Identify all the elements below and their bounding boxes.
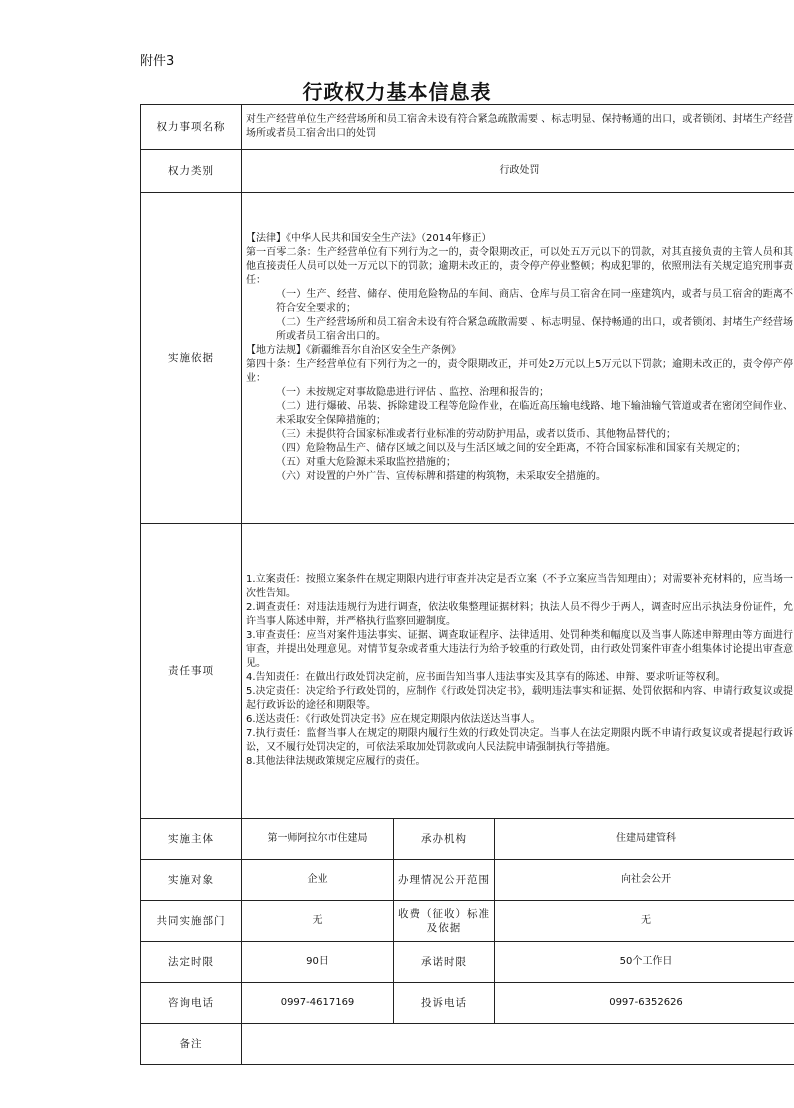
duty-item: 4.告知责任：在做出行政处罚决定前，应书面告知当事人违法事实及其享有的陈述、申辩、要求听证等权利。 [246,672,726,683]
basis-reg-line: （四）危险物品生产、储存区域之间以及与生活区域之间的安全距离，不符合国家标准和国家有关规定的； [276,443,746,454]
basis-law-line: （二）生产经营场所和员工宿舍未设有符合紧急疏散需要 、标志明显、保持畅通的出口，或者锁闭、封堵生产经营场所或者员工宿舍出口的。 [276,317,794,342]
row-phone [141,983,794,1024]
row-power-type [141,150,794,193]
duty-item: 2.调查责任：对违法违规行为进行调查，依法收集整理证据材料；执法人员不得少于两人，调查时应出示执法身份证件，允许当事人陈述申辩，并严格执行监察回避制度。 [246,602,794,627]
label-subject: 实施主体 [141,819,242,860]
label-joint-department: 共同实施部门 [141,901,242,942]
value-legal-time-limit: 90日 [242,942,394,983]
label-handling-agency: 承办机构 [394,819,495,860]
basis-reg-heading [246,344,793,358]
label-power-name: 权力事项名称 [141,105,242,150]
row-target [141,860,794,901]
value-basis [242,193,794,524]
row-memo [141,1024,794,1065]
row-duty [141,524,794,819]
label-target: 实施对象 [141,860,242,901]
basis-law-tag: 【法律】 [246,233,286,244]
basis-reg-line: （一）未按规定对事故隐患进行评估 、监控、治理和报告的； [276,387,550,398]
label-memo: 备注 [141,1024,242,1065]
value-memo [242,1024,794,1065]
value-disclosure-scope: 向社会公开 [495,860,794,901]
basis-reg-line: 第四十条：生产经营单位有下列行为之一的，责令限期改正，并可处2万元以上5万元以下罚款；逾期未改正的，责令停产停业： [246,359,794,384]
value-consult-phone: 0997-4617169 [242,983,394,1024]
basis-reg-line: （二）进行爆破、吊装、拆除建设工程等危险作业，在临近高压输电线路、地下输油输气管道或者在密闭空间作业、未采取安全保障措施的； [276,401,794,426]
label-duty: 责任事项 [141,524,242,819]
label-power-type: 权力类别 [141,150,242,193]
row-subject [141,819,794,860]
label-basis: 实施依据 [141,193,242,524]
page-title: 行政权力基本信息表 [302,80,492,104]
row-basis [141,193,794,524]
duty-item: 8.其他法律法规政策规定应履行的责任。 [246,756,426,767]
label-fee-standard: 收费（征收）标准及依据 [394,901,495,942]
row-time-limit [141,942,794,983]
basis-reg-line: （三）未提供符合国家标准或者行业标准的劳动防护用品，或者以货币、其他物品替代的； [276,429,676,440]
attachment-label: 附件3 [140,54,175,69]
label-legal-time-limit: 法定时限 [141,942,242,983]
value-duty [242,524,794,819]
row-power-name [141,105,794,150]
basis-law-line: （一）生产、经营、储存、使用危险物品的车间、商店、仓库与员工宿舍在同一座建筑内，或者与员工宿舍的距离不符合安全要求的； [276,289,794,314]
duty-item: 3.审查责任：应当对案件违法事实、证据、调查取证程序、法律适用、处罚种类和幅度以及当事人陈述申辩理由等方面进行审查，并提出处理意见。对情节复杂或者重大违法行为给予较重的行政处罚，由行政处罚案件审查小组集体讨论提出审查意见。 [246,630,794,669]
duty-item: 5.决定责任：决定给予行政处罚的，应制作《行政处罚决定书》，载明违法事实和证据、处罚依据和内容、申请行政复议或提起行政诉讼的途径和期限等。 [246,686,794,711]
basis-law-line: 第一百零二条：生产经营单位有下列行为之一的，责令限期改正，可以处五万元以下的罚款，对其直接负责的主管人员和其他直接责任人员可以处一万元以下的罚款；逾期未改正的，责令停产停业整顿；构成犯罪的，依照刑法有关规定追究刑事责任： [246,247,794,286]
value-subject: 第一师阿拉尔市住建局 [242,819,394,860]
value-handling-agency: 住建局建管科 [495,819,794,860]
label-promised-time-limit: 承诺时限 [394,942,495,983]
basis-law-heading [246,232,793,246]
duty-item: 1.立案责任：按照立案条件在规定期限内进行审查并决定是否立案（不予立案应当告知理由）；对需要补充材料的，应当场一次性告知。 [246,574,794,599]
basis-reg-title: 《新疆维吾尔自治区安全生产条例》 [306,345,461,356]
info-table [140,104,794,1065]
value-target: 企业 [242,860,394,901]
value-fee-standard: 无 [495,901,794,942]
value-power-type: 行政处罚 [242,150,794,193]
basis-reg-line: （五）对重大危险源未采取监控措施的； [276,457,456,468]
duty-item: 7.执行责任：监督当事人在规定的期限内履行生效的行政处罚决定。当事人在法定期限内既不申请行政复议或者提起行政诉讼，又不履行处罚决定的，可依法采取加处罚款或向人民法院申请强制执行等措施。 [246,728,794,753]
duty-item: 6.送达责任：《行政处罚决定书》应在规定期限内依法送达当事人。 [246,714,541,725]
label-complaint-phone: 投诉电话 [394,983,495,1024]
value-complaint-phone: 0997-6352626 [495,983,794,1024]
label-disclosure-scope: 办理情况公开范围 [394,860,495,901]
value-power-name: 对生产经营单位生产经营场所和员工宿舍未设有符合紧急疏散需要 、标志明显、保持畅通的出口，或者锁闭、封堵生产经营场所或者员工宿舍出口的处罚 [242,105,794,150]
row-joint [141,901,794,942]
basis-law-title: 《中华人民共和国安全生产法》（2014年修正） [286,233,492,244]
label-consult-phone: 咨询电话 [141,983,242,1024]
basis-reg-line: （六）对设置的户外广告、宣传标牌和搭建的构筑物，未采取安全措施的。 [276,471,606,482]
basis-reg-tag: 【地方法规】 [246,345,306,356]
value-joint-department: 无 [242,901,394,942]
value-promised-time-limit: 50个工作日 [495,942,794,983]
